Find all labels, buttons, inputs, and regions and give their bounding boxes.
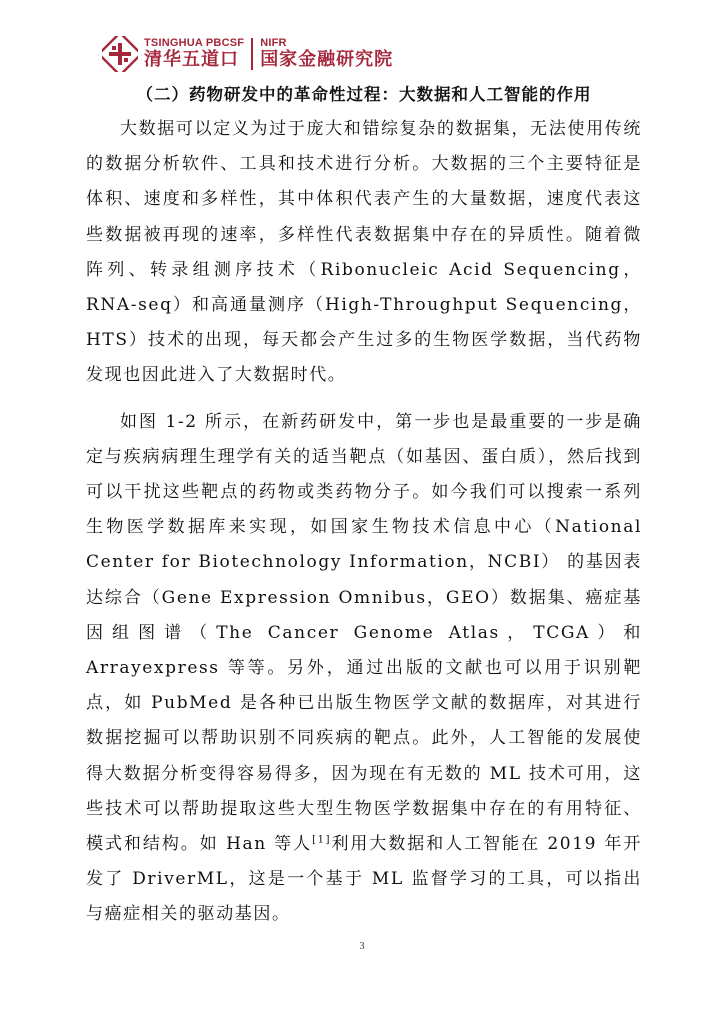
brand-en: TSINGHUA PBCSF [144, 37, 245, 49]
paragraph-text-before-citation: 如图 1-2 所示，在新药研发中，第一步也是最重要的一步是确定与疾病病理生理学有关的适当靶点（如基因、蛋白质），然后找到可以干扰这些靶点的药物或类药物分子。如今我们可以搜索一系列生物医学数据库来实现，如国家生物技术信息中心（National Center for Biotechnology Information，NCBI） 的基因表达综合（Gene Expression Omnibus，GEO）数据集、癌症基因组图谱（The Cancer Genome Atlas，TCGA）和 Arrayexpress 等等。另外，通过出版的文献也可以用于识别靶点，如 PubMed 是各种已出版生物医学文献的数据库，对其进行数据挖掘可以帮助识别不同疾病的靶点。此外，人工智能的发展使得大数据分析变得容易得多，因为现在有无数的 ML 技术可用，这些技术可以帮助提取这些大型生物医学数据集中存在的有用特征、模式和结构。如 Han 等人 [86, 411, 642, 855]
document-body [86, 82, 642, 933]
tsinghua-pbcsf-logo-icon [102, 36, 138, 72]
header [102, 34, 393, 74]
citation-reference[interactable]: [1] [312, 834, 332, 846]
institute-en: NIFR [260, 37, 287, 49]
paragraph-big-data-definition: 大数据可以定义为过于庞大和错综复杂的数据集，无法使用传统的数据分析软件、工具和技术进行分析。大数据的三个主要特征是体积、速度和多样性，其中体积代表产生的大量数据，速度代表这些数据被再现的速率，多样性代表数据集中存在的异质性。随着微阵列、转录组测序技术（Ribonucleic Acid Sequencing，RNA-seq）和高通量测序（High-Throughput Sequencing，HTS）技术的出现，每天都会产生过多的生物医学数据，当代药物发现也因此进入了大数据时代。 [86, 119, 642, 386]
page-number: 3 [359, 941, 365, 952]
institute-cn: 国家金融研究院 [260, 49, 394, 70]
institute-block [260, 37, 393, 71]
brand-cn: 清华五道口 [144, 49, 239, 70]
section-heading: （二）药物研发中的革命性过程：大数据和人工智能的作用 [136, 85, 592, 104]
paragraph-text-after-citation: 利用大数据和人工智能在 2019 年开发了 DriverML，这是一个基于 ML 监督学习的工具，可以指出与癌症相关的驱动基因。 [86, 834, 642, 925]
brand-divider [251, 38, 253, 70]
paragraph-drug-target-discovery [86, 405, 642, 933]
brand-block [144, 37, 244, 71]
